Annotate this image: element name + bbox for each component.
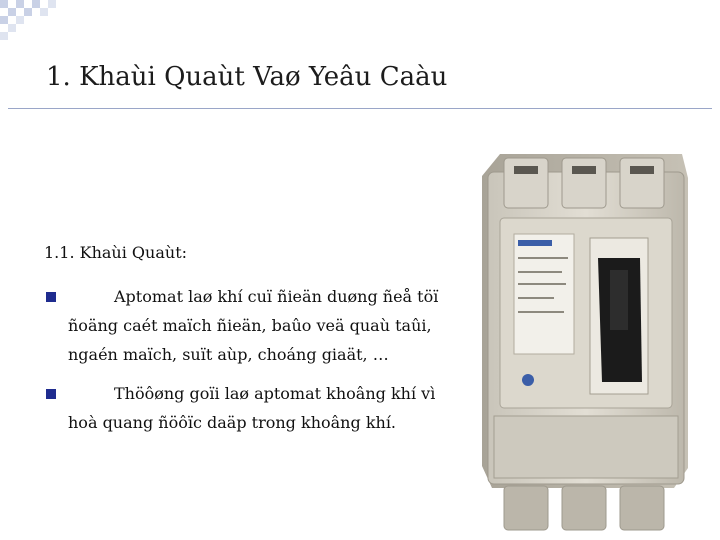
bullet-continuation: hoà quang ñöôïc daäp trong khoâng khí.: [68, 413, 397, 432]
corner-decoration: [0, 0, 56, 44]
title-underline: [8, 108, 712, 109]
slide-title: 1. Khaùi Quaùt Vaø Yeâu Caàu: [46, 62, 448, 92]
section-heading: 1.1. Khaùi Quaùt:: [44, 243, 188, 262]
bullet-list: [46, 282, 466, 447]
bullet-square-icon: [46, 292, 56, 302]
bullet-first-line: Aptomat laø khí cuï ñieän duøng ñeå töï: [114, 287, 439, 306]
bullet-continuation: ñoäng caét maïch ñieän, baûo veä quaù taûi, ngaén maïch, suït aùp, choáng giaät, …: [68, 316, 432, 364]
bullet-item: [46, 282, 466, 369]
bullet-first-line: Thöôøng goïi laø aptomat khoâng khí vì: [114, 384, 436, 403]
bullet-square-icon: [46, 389, 56, 399]
bullet-item: [46, 379, 466, 437]
circuit-breaker-photo: [470, 148, 694, 538]
